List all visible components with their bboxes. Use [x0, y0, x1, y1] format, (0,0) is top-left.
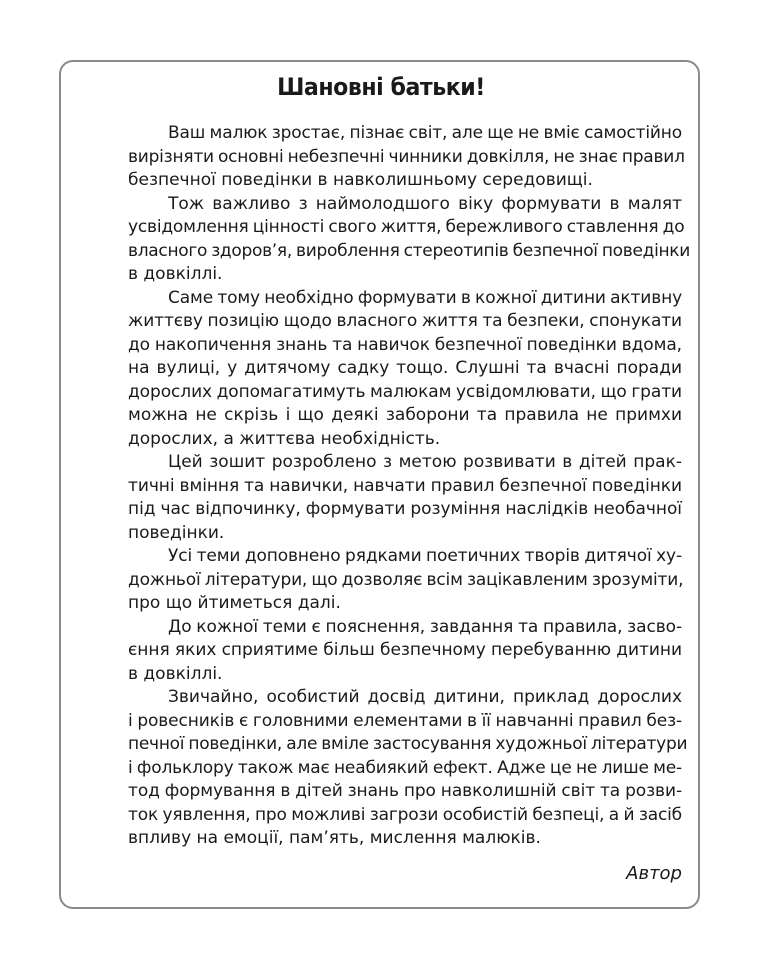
text-line: дорослих допомагатимуть малюкам усвідомлювати, що грати — [128, 381, 682, 402]
text-line: Тож важливо з наймолодшого віку формувати в малят — [168, 193, 682, 214]
text-line: впливу на емоції, пам’ять, мислення малюків. — [128, 828, 541, 848]
author-signature: Автор — [626, 863, 682, 884]
text-line: в довкіллі. — [128, 663, 223, 684]
text-line: Усі теми доповнено рядками поетичних творів дитячої ху- — [168, 546, 682, 566]
text-line: Ваш малюк зростає, пізнає світ, але ще не вміє самостійно — [168, 123, 682, 143]
text-line: До кожної теми є пояснення, завдання та правила, засво- — [168, 616, 682, 637]
paragraph — [88, 122, 685, 193]
text-line: ток уявлення, про можливі загрози особистій безпеці, а й засіб — [128, 804, 682, 825]
text-line: Саме тому необхідно формувати в кожної дитини активну — [168, 287, 682, 308]
paragraph — [88, 451, 682, 545]
text-line: тичні вміння та навички, навчати правил безпечної поведінки — [128, 475, 682, 496]
text-line: дорослих, а життєва необхідність. — [128, 428, 441, 449]
paragraph — [88, 686, 688, 851]
paragraph — [88, 545, 682, 616]
text-line: дожньої літератури, що дозволяє всім зацікавленим зрозуміти, — [128, 569, 684, 590]
text-line: в довкіллі. — [128, 264, 223, 284]
text-line: усвідомлення цінності свого життя, бережливого ставлення до — [128, 217, 685, 237]
paragraph — [88, 616, 682, 687]
text-line: про що йтиметься далі. — [128, 593, 341, 613]
text-line: можна не скрізь і що деякі заборони та правила не примхи — [128, 405, 682, 425]
text-line: Цей зошит розроблено з метою розвивати в дітей прак- — [168, 452, 682, 472]
text-line: під час відпочинку, формувати розуміння наслідків необачної — [128, 499, 682, 519]
paragraph — [88, 193, 691, 287]
text-line: життєву позицію щодо власного життя та безпеки, спонукати — [128, 311, 682, 331]
text-line: Звичайно, особистий досвід дитини, приклад дорослих — [168, 687, 682, 707]
text-line: до накопичення знань та навичок безпечної поведінки вдома, — [128, 334, 682, 355]
text-line: печної поведінки, але вміле застосування художньої літератури — [128, 734, 688, 754]
page-title: Шановні батьки! — [277, 73, 485, 101]
text-line: і ровесників є головними елементами в її навчанні правил без- — [128, 710, 682, 731]
text-line: і фольклору також має неабиякий ефект. Адже це не лише ме- — [128, 757, 682, 778]
text-line: вирізняти основні небезпечні чинники довкілля, не знає правил — [128, 146, 685, 167]
text-line: на вулиці, у дитячому садку тощо. Слушні та вчасні поради — [128, 358, 682, 378]
body-text — [88, 122, 691, 851]
text-line: безпечної поведінки в навколишньому середовищі. — [128, 170, 593, 190]
text-line: тод формування в дітей знань про навколишній світ та розви- — [128, 781, 682, 801]
paragraph — [88, 287, 682, 452]
text-line: власного здоров’я, вироблення стереотипів безпечної поведінки — [128, 240, 691, 261]
text-line: поведінки. — [128, 522, 225, 543]
text-line: єння яких сприятиме більш безпечному перебуванню дитини — [128, 640, 682, 660]
